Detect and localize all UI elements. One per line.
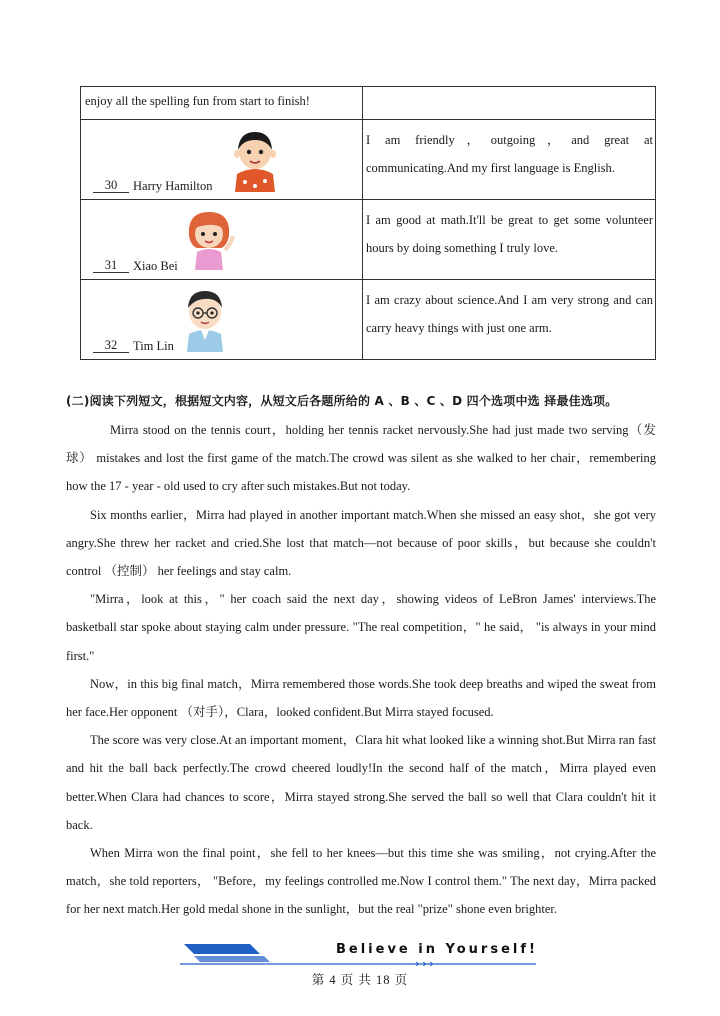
answer-blank-30: 30 <box>93 178 129 193</box>
answer-blank-31: 31 <box>93 258 129 273</box>
table-cell-right <box>363 87 656 120</box>
reading-passage <box>66 416 656 924</box>
person-description: I am good at math.It'll be great to get some volunteer hours by doing something I truly love. <box>366 213 653 255</box>
table-row <box>81 200 656 280</box>
passage-paragraph: The score was very close.At an important moment，Clara hit what looked like a winning shot.But Mirra ran fast and hit the ball back perfectly.The crowd cheered loudly!In the second half of the match，Mirra played even better.When Clara had chances to score，Mirra stayed strong.She served the ball so well that Clara couldn't hit it back. <box>66 733 656 832</box>
boy-avatar-icon <box>227 126 283 194</box>
passage-paragraph: Now，in this big final match，Mirra remembered those words.She took deep breaths and wiped the sweat from her face.Her opponent （对手），Clara，looked confident.But Mirra stayed focused. <box>66 676 656 720</box>
passage-paragraph: "Mirra，look at this，" her coach said the next day，showing videos of LeBron James' interviews.The basketball star spoke about staying calm under pressure. "The real competition，" he said， "is always in your mind first." <box>66 592 656 663</box>
table-row <box>81 120 656 200</box>
page-number: 第 4 页 共 18 页 <box>311 973 409 987</box>
boy-glasses-avatar-icon <box>177 286 233 354</box>
section-heading: (二)阅读下列短文，根据短文内容，从短文后各题所给的 A 、B 、C 、D 四个选项中选 择最佳选项。 <box>66 394 618 408</box>
matching-table <box>80 86 656 360</box>
description-cell <box>363 200 656 280</box>
person-description: I am crazy about science.And I am very strong and can carry heavy things with just one arm. <box>366 293 653 335</box>
description-cell <box>363 280 656 360</box>
description-cell <box>363 120 656 200</box>
person-name: Tim Lin <box>133 339 174 353</box>
table-cell-left <box>81 87 363 120</box>
girl-avatar-icon <box>181 206 237 274</box>
person-name: Xiao Bei <box>133 259 178 273</box>
answer-blank-32: 32 <box>93 338 129 353</box>
passage-paragraph: Six months earlier，Mirra had played in another important match.When she missed an easy shot，she got very angry.She threw her racket and cried.She lost that match—not because of poor skills，but because she couldn't control （控制） her feelings and stay calm. <box>66 507 656 579</box>
person-description: I am friendly，outgoing，and great at communicating.And my first language is English. <box>366 133 653 175</box>
passage-paragraph: Mirra stood on the tennis court，holding her tennis racket nervously.She had just made two serving（发球） mistakes and lost the first game of the match.The crowd was silent as she walked to her chair，remembering how the 17 - year - old used to cry after such mistakes.But not today. <box>66 423 656 494</box>
passage-paragraph: When Mirra won the final point，she fell to her knees—but this time she was smiling，not crying.After the match，she told reporters， "Before，my feelings controlled me.Now I control them." The next day，Mirra packed for her next match.Her gold medal shone in the sunlight，but the real "prize" shone even brighter. <box>66 846 656 917</box>
person-cell <box>81 280 363 360</box>
footer-motto: Believe in Yourself! <box>336 942 538 957</box>
person-name: Harry Hamilton <box>133 179 213 193</box>
person-cell <box>81 200 363 280</box>
table-row <box>81 87 656 120</box>
person-cell <box>81 120 363 200</box>
table-row <box>81 280 656 360</box>
first-row-text: enjoy all the spelling fun from start to finish! <box>85 94 310 108</box>
